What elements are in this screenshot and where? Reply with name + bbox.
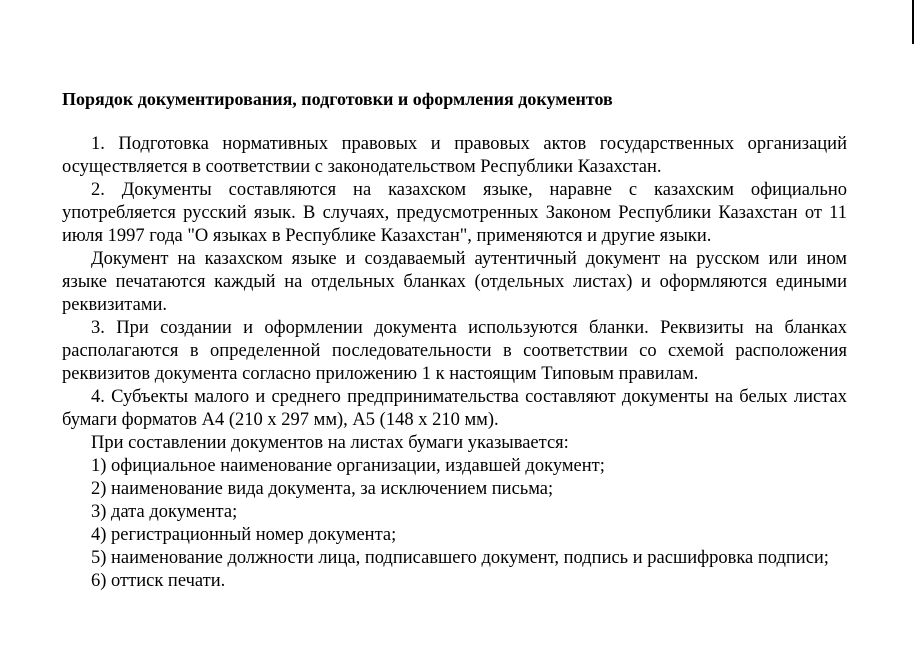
list-item: 3) дата документа; — [91, 502, 238, 522]
list-item: 5) наименование должности лица, подписавшего документ, подпись и расшифровка подписи; — [91, 548, 829, 568]
page-edge-line — [912, 0, 914, 44]
paragraph-2: 2. Документы составляются на казахском языке, наравне с казахским официально употребляется русский язык. В случаях, предусмотренных Законом Республики Казахстан от 11 июля 1997 года "О языках в Республике Казахстан", применяются и другие языки. — [62, 180, 847, 246]
paragraph-4: 3. При создании и оформлении документа используются бланки. Реквизиты на бланках располагаются в определенной последовательности в соответствии со схемой расположения реквизитов документа согласно приложению 1 к настоящим Типовым правилам. — [62, 318, 847, 384]
paragraph-1: 1. Подготовка нормативных правовых и правовых актов государственных организаций осуществляется в соответствии с законодательством Республики Казахстан. — [62, 134, 847, 177]
document-title: Порядок документирования, подготовки и оформления документов — [62, 89, 613, 109]
document-body — [62, 87, 847, 593]
paragraph-5: 4. Субъекты малого и среднего предпринимательства составляют документы на белых листах бумаги форматов А4 (210 х 297 мм), А5 (148 х 210 мм). — [62, 387, 847, 430]
list-item: 6) оттиск печати. — [91, 571, 226, 591]
list-item: 2) наименование вида документа, за исключением письма; — [91, 479, 554, 499]
paragraph-3: Документ на казахском языке и создаваемый аутентичный документ на русском или ином языке печатаются каждый на отдельных бланках (отдельных листах) и оформляются едиными реквизитами. — [62, 249, 847, 315]
list-intro: При составлении документов на листах бумаги указывается: — [91, 433, 569, 453]
list-item: 1) официальное наименование организации, издавшей документ; — [91, 456, 605, 476]
list-item: 4) регистрационный номер документа; — [91, 525, 397, 545]
